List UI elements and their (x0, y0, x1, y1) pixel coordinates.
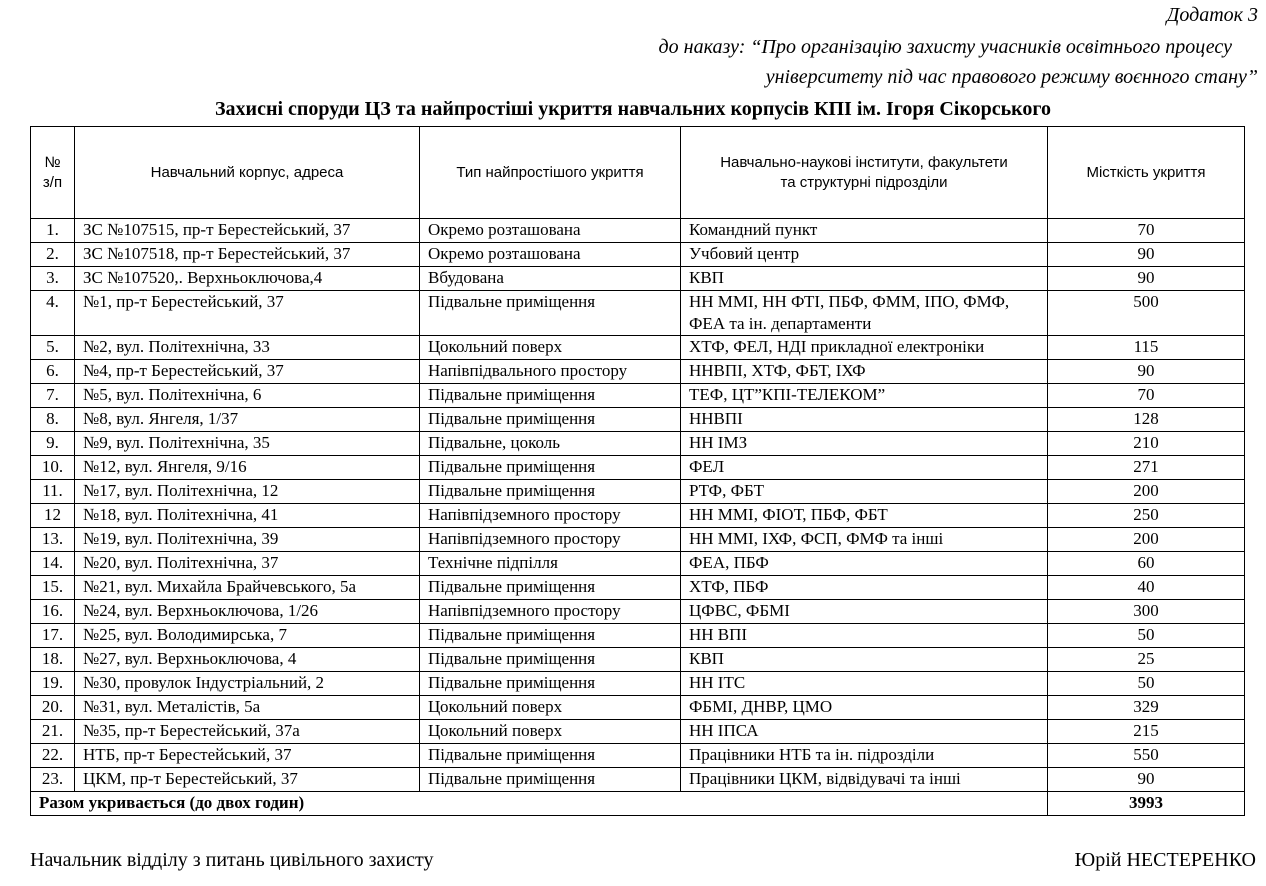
row-units: ТЕФ, ЦТ”КПІ-ТЕЛЕКОМ” (681, 384, 1048, 408)
table-row (31, 219, 1245, 243)
row-units: РТФ, ФБТ (681, 480, 1048, 504)
row-units: НН ММІ, НН ФТІ, ПБФ, ФММ, ІПО, ФМФ, ФЕА та ін. департаменти (681, 291, 1048, 336)
row-capacity: 500 (1048, 291, 1245, 336)
row-number: 2. (31, 243, 75, 267)
row-building: №35, пр-т Берестейський, 37а (75, 720, 420, 744)
row-capacity: 300 (1048, 600, 1245, 624)
table-row (31, 672, 1245, 696)
row-units: Працівники НТБ та ін. підрозділи (681, 744, 1048, 768)
row-capacity: 90 (1048, 267, 1245, 291)
row-shelter-type: Підвальне, цоколь (420, 432, 681, 456)
table-row (31, 648, 1245, 672)
row-building: №24, вул. Верхньоключова, 1/26 (75, 600, 420, 624)
table-row (31, 528, 1245, 552)
row-units: ФЕА, ПБФ (681, 552, 1048, 576)
addendum-label: Додаток 3 (1166, 4, 1258, 26)
row-building: №18, вул. Політехнічна, 41 (75, 504, 420, 528)
row-building: ЦКМ, пр-т Берестейський, 37 (75, 768, 420, 792)
row-building: ЗС №107520,. Верхньоключова,4 (75, 267, 420, 291)
row-capacity: 90 (1048, 243, 1245, 267)
row-capacity: 215 (1048, 720, 1245, 744)
row-units: ННВПІ, ХТФ, ФБТ, ІХФ (681, 360, 1048, 384)
row-shelter-type: Підвальне приміщення (420, 408, 681, 432)
table-row (31, 408, 1245, 432)
row-number: 11. (31, 480, 75, 504)
table-row (31, 267, 1245, 291)
row-shelter-type: Підвальне приміщення (420, 648, 681, 672)
row-units: ЦФВС, ФБМІ (681, 600, 1048, 624)
row-capacity: 115 (1048, 336, 1245, 360)
row-number: 19. (31, 672, 75, 696)
table-row (31, 480, 1245, 504)
row-shelter-type: Цокольний поверх (420, 720, 681, 744)
row-capacity: 60 (1048, 552, 1245, 576)
row-units: ННВПІ (681, 408, 1048, 432)
row-shelter-type: Підвальне приміщення (420, 624, 681, 648)
total-capacity: 3993 (1048, 792, 1245, 816)
row-building: ЗС №107518, пр-т Берестейський, 37 (75, 243, 420, 267)
row-units: ХТФ, ПБФ (681, 576, 1048, 600)
table-row (31, 336, 1245, 360)
row-number: 17. (31, 624, 75, 648)
row-units: КВП (681, 267, 1048, 291)
row-capacity: 70 (1048, 219, 1245, 243)
row-units: ФЕЛ (681, 456, 1048, 480)
table-row (31, 432, 1245, 456)
row-number: 7. (31, 384, 75, 408)
row-capacity: 50 (1048, 672, 1245, 696)
row-number: 5. (31, 336, 75, 360)
row-number: 1. (31, 219, 75, 243)
table-row (31, 384, 1245, 408)
total-label: Разом укривається (до двох годин) (31, 792, 1048, 816)
row-capacity: 200 (1048, 480, 1245, 504)
row-number: 23. (31, 768, 75, 792)
row-number: 13. (31, 528, 75, 552)
order-reference-line-2: університету під час правового режиму воєнного стану” (765, 66, 1258, 88)
row-capacity: 550 (1048, 744, 1245, 768)
row-building: №4, пр-т Берестейський, 37 (75, 360, 420, 384)
row-shelter-type: Напівпідземного простору (420, 528, 681, 552)
row-building: №21, вул. Михайла Брайчевського, 5а (75, 576, 420, 600)
table-row (31, 576, 1245, 600)
row-number: 10. (31, 456, 75, 480)
column-header-units: Навчально-наукові інститути, факультети та структурні підрозділи (681, 127, 1048, 219)
row-units: Учбовий центр (681, 243, 1048, 267)
row-shelter-type: Напівпідвального простору (420, 360, 681, 384)
row-shelter-type: Напівпідземного простору (420, 600, 681, 624)
row-number: 4. (31, 291, 75, 336)
table-row (31, 624, 1245, 648)
row-building: №8, вул. Янгеля, 1/37 (75, 408, 420, 432)
row-building: №20, вул. Політехнічна, 37 (75, 552, 420, 576)
row-units: НН ІМЗ (681, 432, 1048, 456)
row-capacity: 50 (1048, 624, 1245, 648)
row-capacity: 200 (1048, 528, 1245, 552)
row-shelter-type: Підвальне приміщення (420, 576, 681, 600)
signer-title: Начальник відділу з питань цивільного захисту (30, 849, 434, 871)
row-building: №30, провулок Індустріальний, 2 (75, 672, 420, 696)
row-units: НН ВПІ (681, 624, 1048, 648)
table-row (31, 504, 1245, 528)
order-reference-line-1: до наказу: “Про організацію захисту учасників освітнього процесу (658, 36, 1232, 58)
column-header-number: № з/п (31, 127, 75, 219)
row-capacity: 210 (1048, 432, 1245, 456)
table-row (31, 360, 1245, 384)
row-capacity: 90 (1048, 360, 1245, 384)
row-number: 14. (31, 552, 75, 576)
signer-name: Юрій НЕСТЕРЕНКО (1074, 849, 1256, 871)
table-row (31, 600, 1245, 624)
row-building: №1, пр-т Берестейський, 37 (75, 291, 420, 336)
row-building: ЗС №107515, пр-т Берестейський, 37 (75, 219, 420, 243)
column-header-shelter-type: Тип найпростішого укриття (420, 127, 681, 219)
row-number: 9. (31, 432, 75, 456)
row-shelter-type: Цокольний поверх (420, 696, 681, 720)
column-header-capacity: Місткість укриття (1048, 127, 1245, 219)
row-units: Працівники ЦКМ, відвідувачі та інші (681, 768, 1048, 792)
row-shelter-type: Цокольний поверх (420, 336, 681, 360)
row-capacity: 25 (1048, 648, 1245, 672)
row-building: №2, вул. Політехнічна, 33 (75, 336, 420, 360)
row-number: 22. (31, 744, 75, 768)
row-building: №25, вул. Володимирська, 7 (75, 624, 420, 648)
row-number: 16. (31, 600, 75, 624)
row-shelter-type: Напівпідземного простору (420, 504, 681, 528)
row-shelter-type: Підвальне приміщення (420, 672, 681, 696)
row-building: №5, вул. Політехнічна, 6 (75, 384, 420, 408)
row-number: 18. (31, 648, 75, 672)
row-shelter-type: Підвальне приміщення (420, 744, 681, 768)
row-building: НТБ, пр-т Берестейський, 37 (75, 744, 420, 768)
row-shelter-type: Підвальне приміщення (420, 480, 681, 504)
row-shelter-type: Підвальне приміщення (420, 768, 681, 792)
table-row (31, 720, 1245, 744)
column-header-building: Навчальний корпус, адреса (75, 127, 420, 219)
row-units: НН ММІ, ІХФ, ФСП, ФМФ та інші (681, 528, 1048, 552)
row-shelter-type: Підвальне приміщення (420, 291, 681, 336)
row-capacity: 70 (1048, 384, 1245, 408)
table-row (31, 552, 1245, 576)
table-row (31, 291, 1245, 336)
row-units: НН ІТС (681, 672, 1048, 696)
row-capacity: 90 (1048, 768, 1245, 792)
row-building: №9, вул. Політехнічна, 35 (75, 432, 420, 456)
row-units: НН ІПСА (681, 720, 1048, 744)
row-number: 3. (31, 267, 75, 291)
row-building: №31, вул. Металістів, 5а (75, 696, 420, 720)
row-capacity: 250 (1048, 504, 1245, 528)
row-number: 21. (31, 720, 75, 744)
row-capacity: 128 (1048, 408, 1245, 432)
row-capacity: 40 (1048, 576, 1245, 600)
row-number: 6. (31, 360, 75, 384)
row-number: 8. (31, 408, 75, 432)
row-units: ХТФ, ФЕЛ, НДІ прикладної електроніки (681, 336, 1048, 360)
row-building: №19, вул. Політехнічна, 39 (75, 528, 420, 552)
row-units: КВП (681, 648, 1048, 672)
row-building: №12, вул. Янгеля, 9/16 (75, 456, 420, 480)
row-number: 12 (31, 504, 75, 528)
shelters-table (30, 126, 1245, 816)
row-shelter-type: Підвальне приміщення (420, 456, 681, 480)
row-number: 20. (31, 696, 75, 720)
row-units: Командний пункт (681, 219, 1048, 243)
row-capacity: 271 (1048, 456, 1245, 480)
table-row (31, 696, 1245, 720)
row-shelter-type: Вбудована (420, 267, 681, 291)
row-shelter-type: Підвальне приміщення (420, 384, 681, 408)
row-number: 15. (31, 576, 75, 600)
row-units: НН ММІ, ФІОТ, ПБФ, ФБТ (681, 504, 1048, 528)
table-row (31, 243, 1245, 267)
document-title: Захисні споруди ЦЗ та найпростіші укриття навчальних корпусів КПІ ім. Ігоря Сікорського (214, 98, 1052, 120)
table-row (31, 768, 1245, 792)
row-shelter-type: Технічне підпілля (420, 552, 681, 576)
row-units: ФБМІ, ДНВР, ЦМО (681, 696, 1048, 720)
table-row (31, 744, 1245, 768)
row-building: №27, вул. Верхньоключова, 4 (75, 648, 420, 672)
row-capacity: 329 (1048, 696, 1245, 720)
row-shelter-type: Окремо розташована (420, 219, 681, 243)
row-building: №17, вул. Політехнічна, 12 (75, 480, 420, 504)
table-row (31, 456, 1245, 480)
row-shelter-type: Окремо розташована (420, 243, 681, 267)
total-row (31, 792, 1245, 816)
table-header-row (31, 127, 1245, 219)
